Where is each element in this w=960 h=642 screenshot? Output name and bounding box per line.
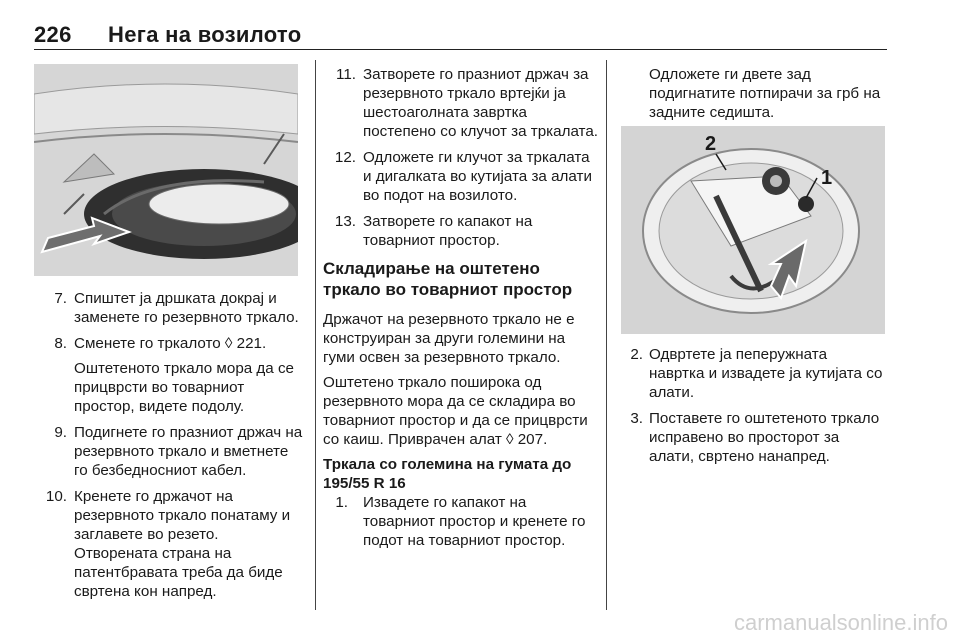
column-divider <box>606 60 607 610</box>
tool-box-illustration <box>621 126 885 334</box>
spare-wheel-drawing <box>34 64 298 276</box>
paragraph: Оштетено тркало поширока од резервното мора да се складира во товарниот простор и да се прицврсти со каиш. Приврачен алат ◊ 207. <box>323 374 588 448</box>
step-13: 13. Затворете го капакот на товарниот простор. <box>334 213 533 249</box>
page-number: 226 <box>34 22 72 47</box>
step-9: 9. Подигнете го празниот држач на резервното тркало и вметнете го безбедносниот кабел. <box>54 424 303 479</box>
page-header <box>34 22 301 48</box>
middle-column <box>323 65 599 557</box>
step-3: 3. Поставете го оштетеното тркало исправено во просторот за алати, свртено нанапред. <box>630 410 880 465</box>
step-2: 2. Одвртете ја пеперужната навртка и извадете ја кутијата со алати. <box>630 346 883 401</box>
right-column <box>621 65 885 128</box>
watermark: carmanualsonline.info <box>733 610 948 635</box>
callout-2: 2 <box>705 133 717 155</box>
subsection-heading: Тркала со големина на гумата до 195/55 R 16 <box>323 456 572 492</box>
paragraph: Држачот на резервното тркало не е конструиран за други големини на гуми освен за резервното тркало. <box>323 311 575 366</box>
left-column <box>34 289 304 608</box>
header-rule <box>34 49 887 50</box>
tool-box-drawing <box>621 126 885 334</box>
callout-1: 1 <box>821 167 833 189</box>
spare-wheel-illustration <box>34 64 298 276</box>
step-8: 8. Сменете го тркалото ◊ 221. Оштетеното тркало мора да се прицврсти во товарниот простор, видете подолу. <box>54 335 295 415</box>
step-11: 11. Затворете го празниот држач за резервното тркало вртејќи ја шестоаголната завртка постепено со клучот за тркалата. <box>336 66 599 140</box>
page-title: Нега на возилото <box>108 22 302 47</box>
right-column-steps <box>621 345 885 473</box>
intro-text: Одложете ги двете зад подигнатите потпирачи за грб на задните седишта. <box>649 66 881 121</box>
step-10: 10. Кренете го држачот на резервното тркало понатаму и заглавете во резето. Отворената страна на патентбравата треба да биде свртена кон напред. <box>45 488 291 600</box>
section-heading: Складирање на оштетено тркало во товарниот простор <box>323 259 573 299</box>
step-1: 1. Извадете го капакот на товарниот простор и кренете го подот на товарниот простор. <box>335 494 586 549</box>
column-divider <box>315 60 316 610</box>
step-12: 12. Одложете ги клучот за тркалата и дигалката во кутијата за алати во подот на возилото. <box>334 149 592 204</box>
step-7: 7. Спиштет ја дршката докрај и заменете го резервното тркало. <box>54 290 299 326</box>
